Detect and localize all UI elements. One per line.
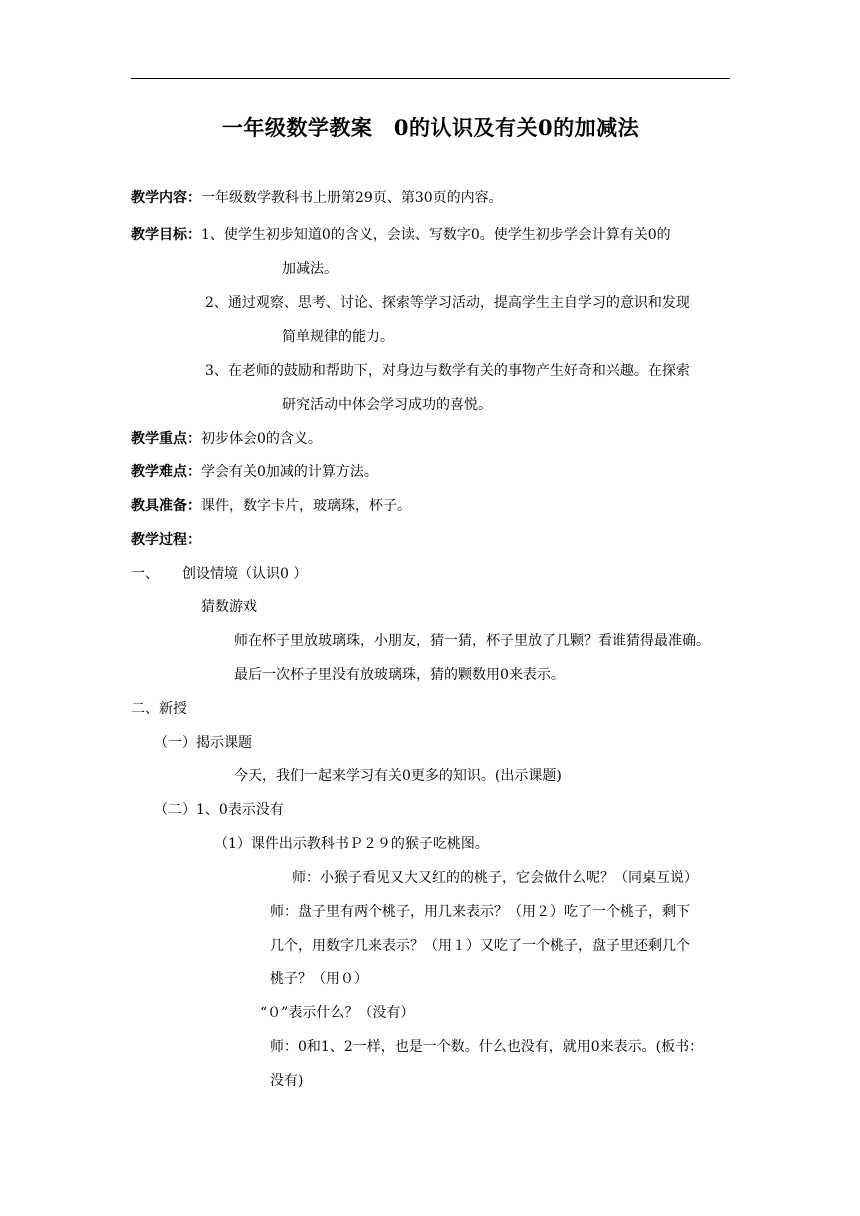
section-1-para-2: 最后一次杯子里没有放玻璃珠，猜的颗数用0来表示。 [234,667,565,683]
goal-3-line-1: 3、在老师的鼓励和帮助下，对身边与数学有关的事物产生好奇和兴趣。在探索 [205,363,690,379]
process-label: 教学过程： [131,532,201,548]
dialog-line-7: 没有) [270,1073,304,1089]
dialog-line-2: 师：盘子里有两个桃子，用几来表示？（用２）吃了一个桃子，剩下 [270,904,690,920]
section-1-heading: 创设情境（认识0 ） [182,566,308,582]
section-2-b: （二）1、0表示没有 [154,802,284,818]
section-2-a: （一）揭示课题 [154,735,252,751]
goal-3-line-2: 研究活动中体会学习成功的喜悦。 [282,397,492,413]
section-1-para-1: 师在杯子里放玻璃珠，小朋友，猜一猜，杯子里放了几颗？看谁猜得最准确。 [234,633,710,649]
page-title: 一年级数学教案 0的认识及有关0的加减法 [221,115,640,140]
tools-text: 课件，数字卡片，玻璃珠，杯子。 [201,498,411,514]
content-row [131,188,503,208]
dialog-line-6: 师：0和1、2一样，也是一个数。什么也没有，就用0来表示。(板书： [270,1039,704,1055]
goal-2-line-2: 简单规律的能力。 [282,329,394,345]
section-2-heading: 二、新授 [131,701,187,717]
goal-1-line-2: 加减法。 [282,261,338,277]
dialog-line-1: 师：小猴子看见又大又红的的桃子，它会做什么呢？（同桌互说） [292,870,698,886]
focus-text: 初步体会0的含义。 [201,431,322,447]
dialog-line-3: 几个，用数字几来表示？（用１）又吃了一个桃子，盘子里还剩几个 [270,938,690,954]
dialog-line-4: 桃子？（用０） [270,971,368,987]
goals-row [131,225,671,245]
dialog-line-5: “０”表示什么？（没有） [260,1005,415,1021]
header-rule [131,78,730,79]
content-label: 教学内容： [131,190,201,206]
focus-row [131,429,322,449]
section-1-sub: 猜数游戏 [201,599,257,615]
difficulty-row [131,462,378,482]
section-1-number: 一、 [131,566,159,582]
content-text: 一年级数学教科书上册第29页、第30页的内容。 [201,190,503,206]
tools-label: 教具准备： [131,498,201,514]
tools-row [131,496,411,516]
section-2-a-1: 今天，我们一起来学习有关0更多的知识。(出示课题) [234,768,562,784]
difficulty-text: 学会有关0加减的计算方法。 [201,464,378,480]
focus-label: 教学重点： [131,431,201,447]
goals-label: 教学目标： [131,227,201,243]
section-2-b-1: （1）课件出示教科书Ｐ２９的猴子吃桃图。 [214,836,489,852]
difficulty-label: 教学难点： [131,464,201,480]
goal-2-line-1: 2、通过观察、思考、讨论、探索等学习活动，提高学生主自学习的意识和发现 [205,295,690,311]
goal-1-line-1: 1、使学生初步知道0的含义，会读、写数字0。使学生初步学会计算有关0的 [201,227,671,243]
